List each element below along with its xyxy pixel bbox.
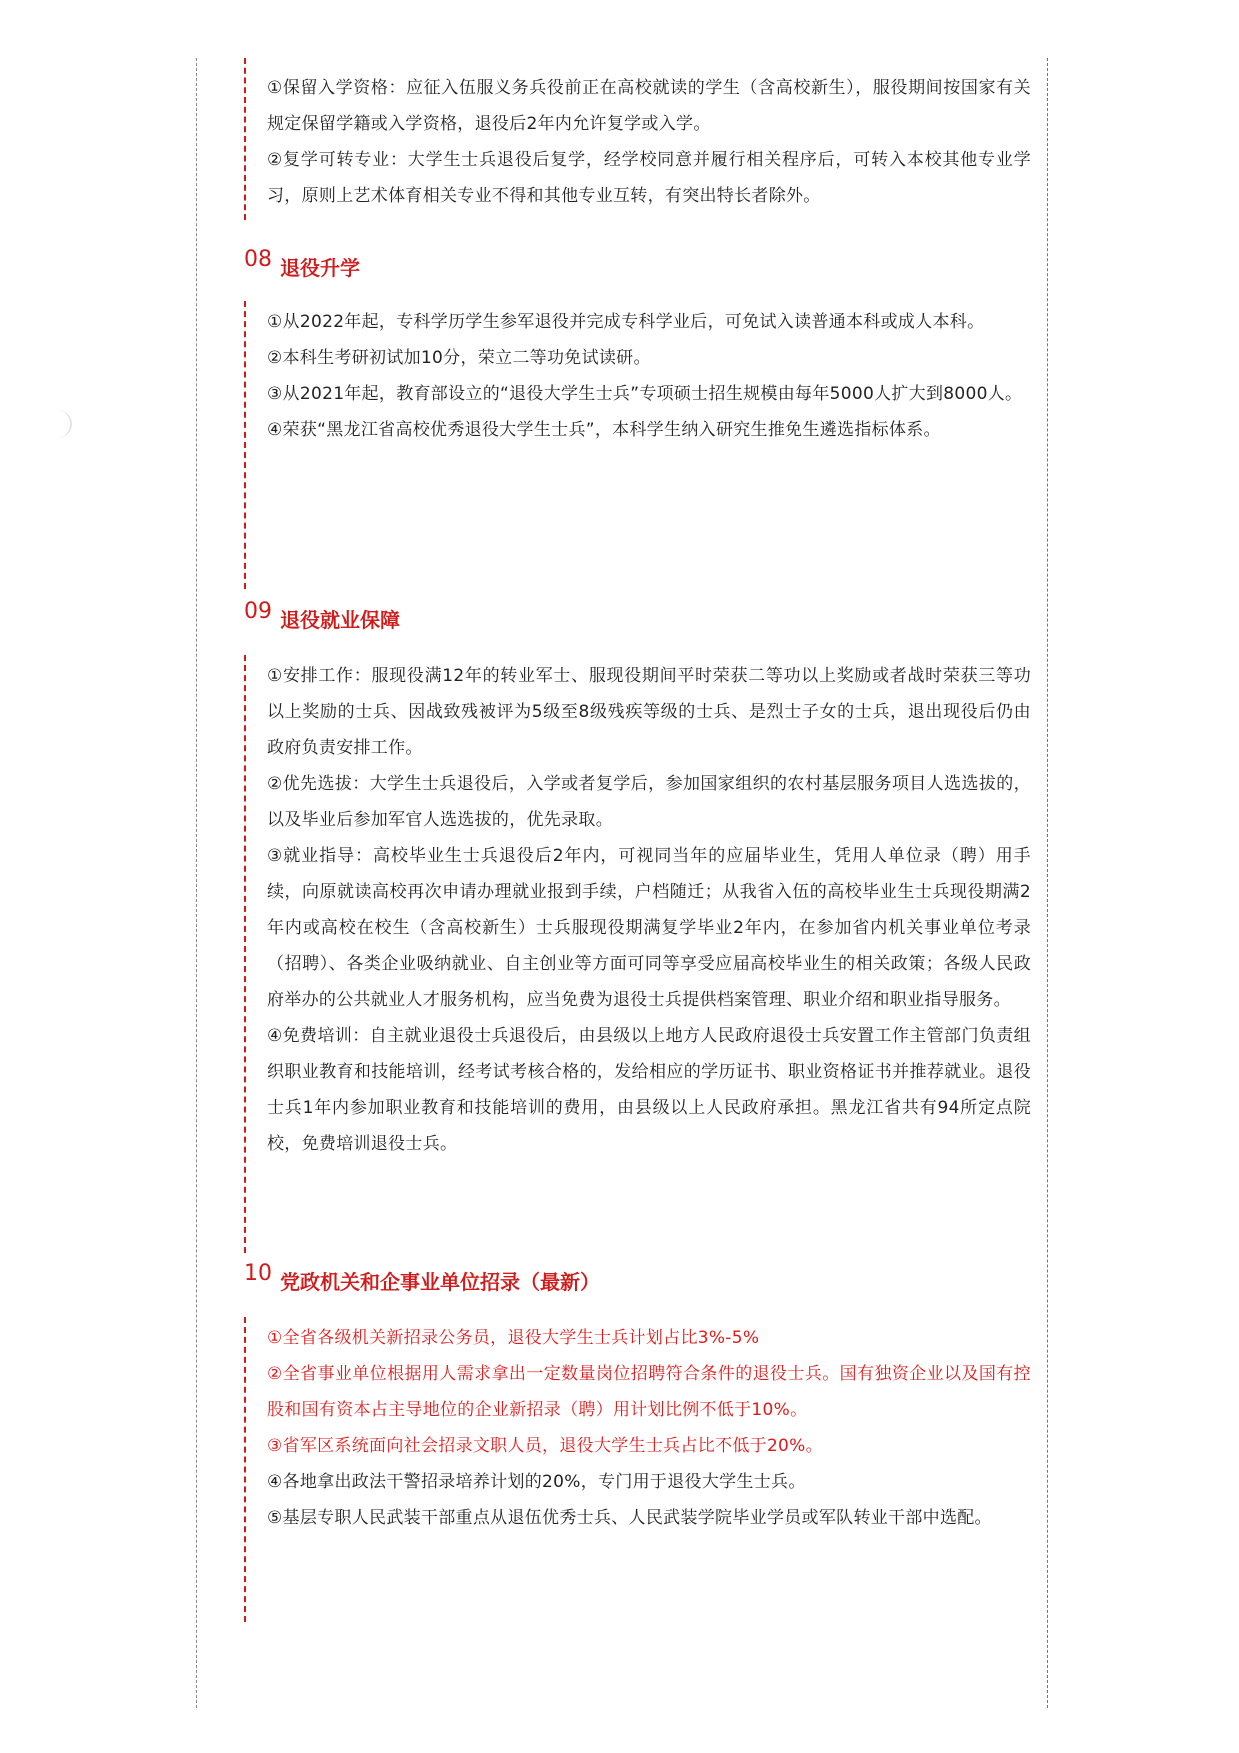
section-10-item: ⑤基层专职人民武装干部重点从退伍优秀士兵、人民武装学院毕业学员或军队转业干部中选配。 <box>267 1508 992 1528</box>
section-09-item: ④免费培训：自主就业退役士兵退役后，由县级以上地方人民政府退役士兵安置工作主管部门负责组织职业教育和技能培训，经考试考核合格的，发给相应的学历证书、职业资格证书并推荐就业。退役士兵1年内参加职业教育和技能培训的费用，由县级以上人民政府承担。黑龙江省共有94所定点院校，免费培训退役士兵。 <box>267 1026 1031 1154</box>
intro-item: ②复学可转专业：大学生士兵退役后复学，经学校同意并履行相关程序后，可转入本校其他专业学习，原则上艺术体育相关专业不得和其他专业互转，有突出特长者除外。 <box>267 150 1031 206</box>
intro-item: ①保留入学资格：应征入伍服义务兵役前正在高校就读的学生（含高校新生），服役期间按国家有关规定保留学籍或入学资格，退役后2年内允许复学或入学。 <box>267 78 1031 134</box>
intro-paragraphs <box>267 70 1031 214</box>
section-09-item: ③就业指导：高校毕业生士兵退役后2年内，可视同当年的应届毕业生，凭用人单位录（聘）用手续，向原就读高校再次申请办理就业报到手续，户档随迁；从我省入伍的高校毕业生士兵现役期满2年内或高校在校生（含高校新生）士兵服现役期满复学毕业2年内，在参加省内机关事业单位考录（招聘）、各类企业吸纳就业、自主创业等方面可同等享受应届高校毕业生的相关政策；各级人民政府举办的公共就业人才服务机构，应当免费为退役士兵提供档案管理、职业介绍和职业指导服务。 <box>267 846 1031 1010</box>
section-10-item: ①全省各级机关新招录公务员，退役大学生士兵计划占比3%-5% <box>267 1328 760 1348</box>
section-10-item: ②全省事业单位根据用人需求拿出一定数量岗位招聘符合条件的退役士兵。国有独资企业以及国有控股和国有资本占主导地位的企业新招录（聘）用计划比例不低于10%。 <box>267 1364 1031 1420</box>
section-title: 党政机关和企事业单位招录（最新） <box>280 1270 600 1294</box>
page-frame-right-dashed-line <box>1047 58 1048 1708</box>
section-08-vertical-rule <box>244 301 246 589</box>
section-08-item: ③从2021年起，教育部设立的“退役大学生士兵”专项硕士招生规模由每年5000人扩大到8000人。 <box>267 384 1023 404</box>
section-title: 退役就业保障 <box>280 608 400 632</box>
section-number: 09 <box>244 599 272 624</box>
section-08-header <box>244 247 360 280</box>
section-09-item: ②优先选拔：大学生士兵退役后，入学或者复学后，参加国家组织的农村基层服务项目人选选拔的，以及毕业后参加军官人选选拔的，优先录取。 <box>267 774 1031 830</box>
section-10-item: ③省军区系统面向社会招录文职人员，退役大学生士兵占比不低于20%。 <box>267 1436 823 1456</box>
intro-vertical-rule <box>244 58 246 220</box>
section-title: 退役升学 <box>280 256 360 280</box>
section-10-paragraphs <box>267 1320 1031 1536</box>
section-number: 10 <box>244 1261 272 1286</box>
section-08-paragraphs <box>267 304 1031 448</box>
section-08-item: ④荣获“黑龙江省高校优秀退役大学生士兵”，本科学生纳入研究生推免生遴选指标体系。 <box>267 420 941 440</box>
section-09-paragraphs <box>267 658 1031 1162</box>
section-10-item: ④各地拿出政法干警招录培养计划的20%，专门用于退役大学生士兵。 <box>267 1472 806 1492</box>
section-10-vertical-rule <box>244 1317 246 1622</box>
section-09-header <box>244 599 400 632</box>
section-number: 08 <box>244 247 272 272</box>
section-09-vertical-rule <box>244 655 246 1253</box>
section-09-item: ①安排工作：服现役满12年的转业军士、服现役期间平时荣获二等功以上奖励或者战时荣获三等功以上奖励的士兵、因战致残被评为5级至8级残疾等级的士兵、是烈士子女的士兵，退出现役后仍由政府负责安排工作。 <box>267 666 1031 758</box>
edge-scroll-mark <box>56 410 72 438</box>
page-frame-left-dashed-line <box>196 58 197 1708</box>
section-08-item: ②本科生考研初试加10分，荣立二等功免试读研。 <box>267 348 651 368</box>
section-08-item: ①从2022年起，专科学历学生参军退役并完成专科学业后，可免试入读普通本科或成人本科。 <box>267 312 985 332</box>
section-10-header <box>244 1261 600 1294</box>
